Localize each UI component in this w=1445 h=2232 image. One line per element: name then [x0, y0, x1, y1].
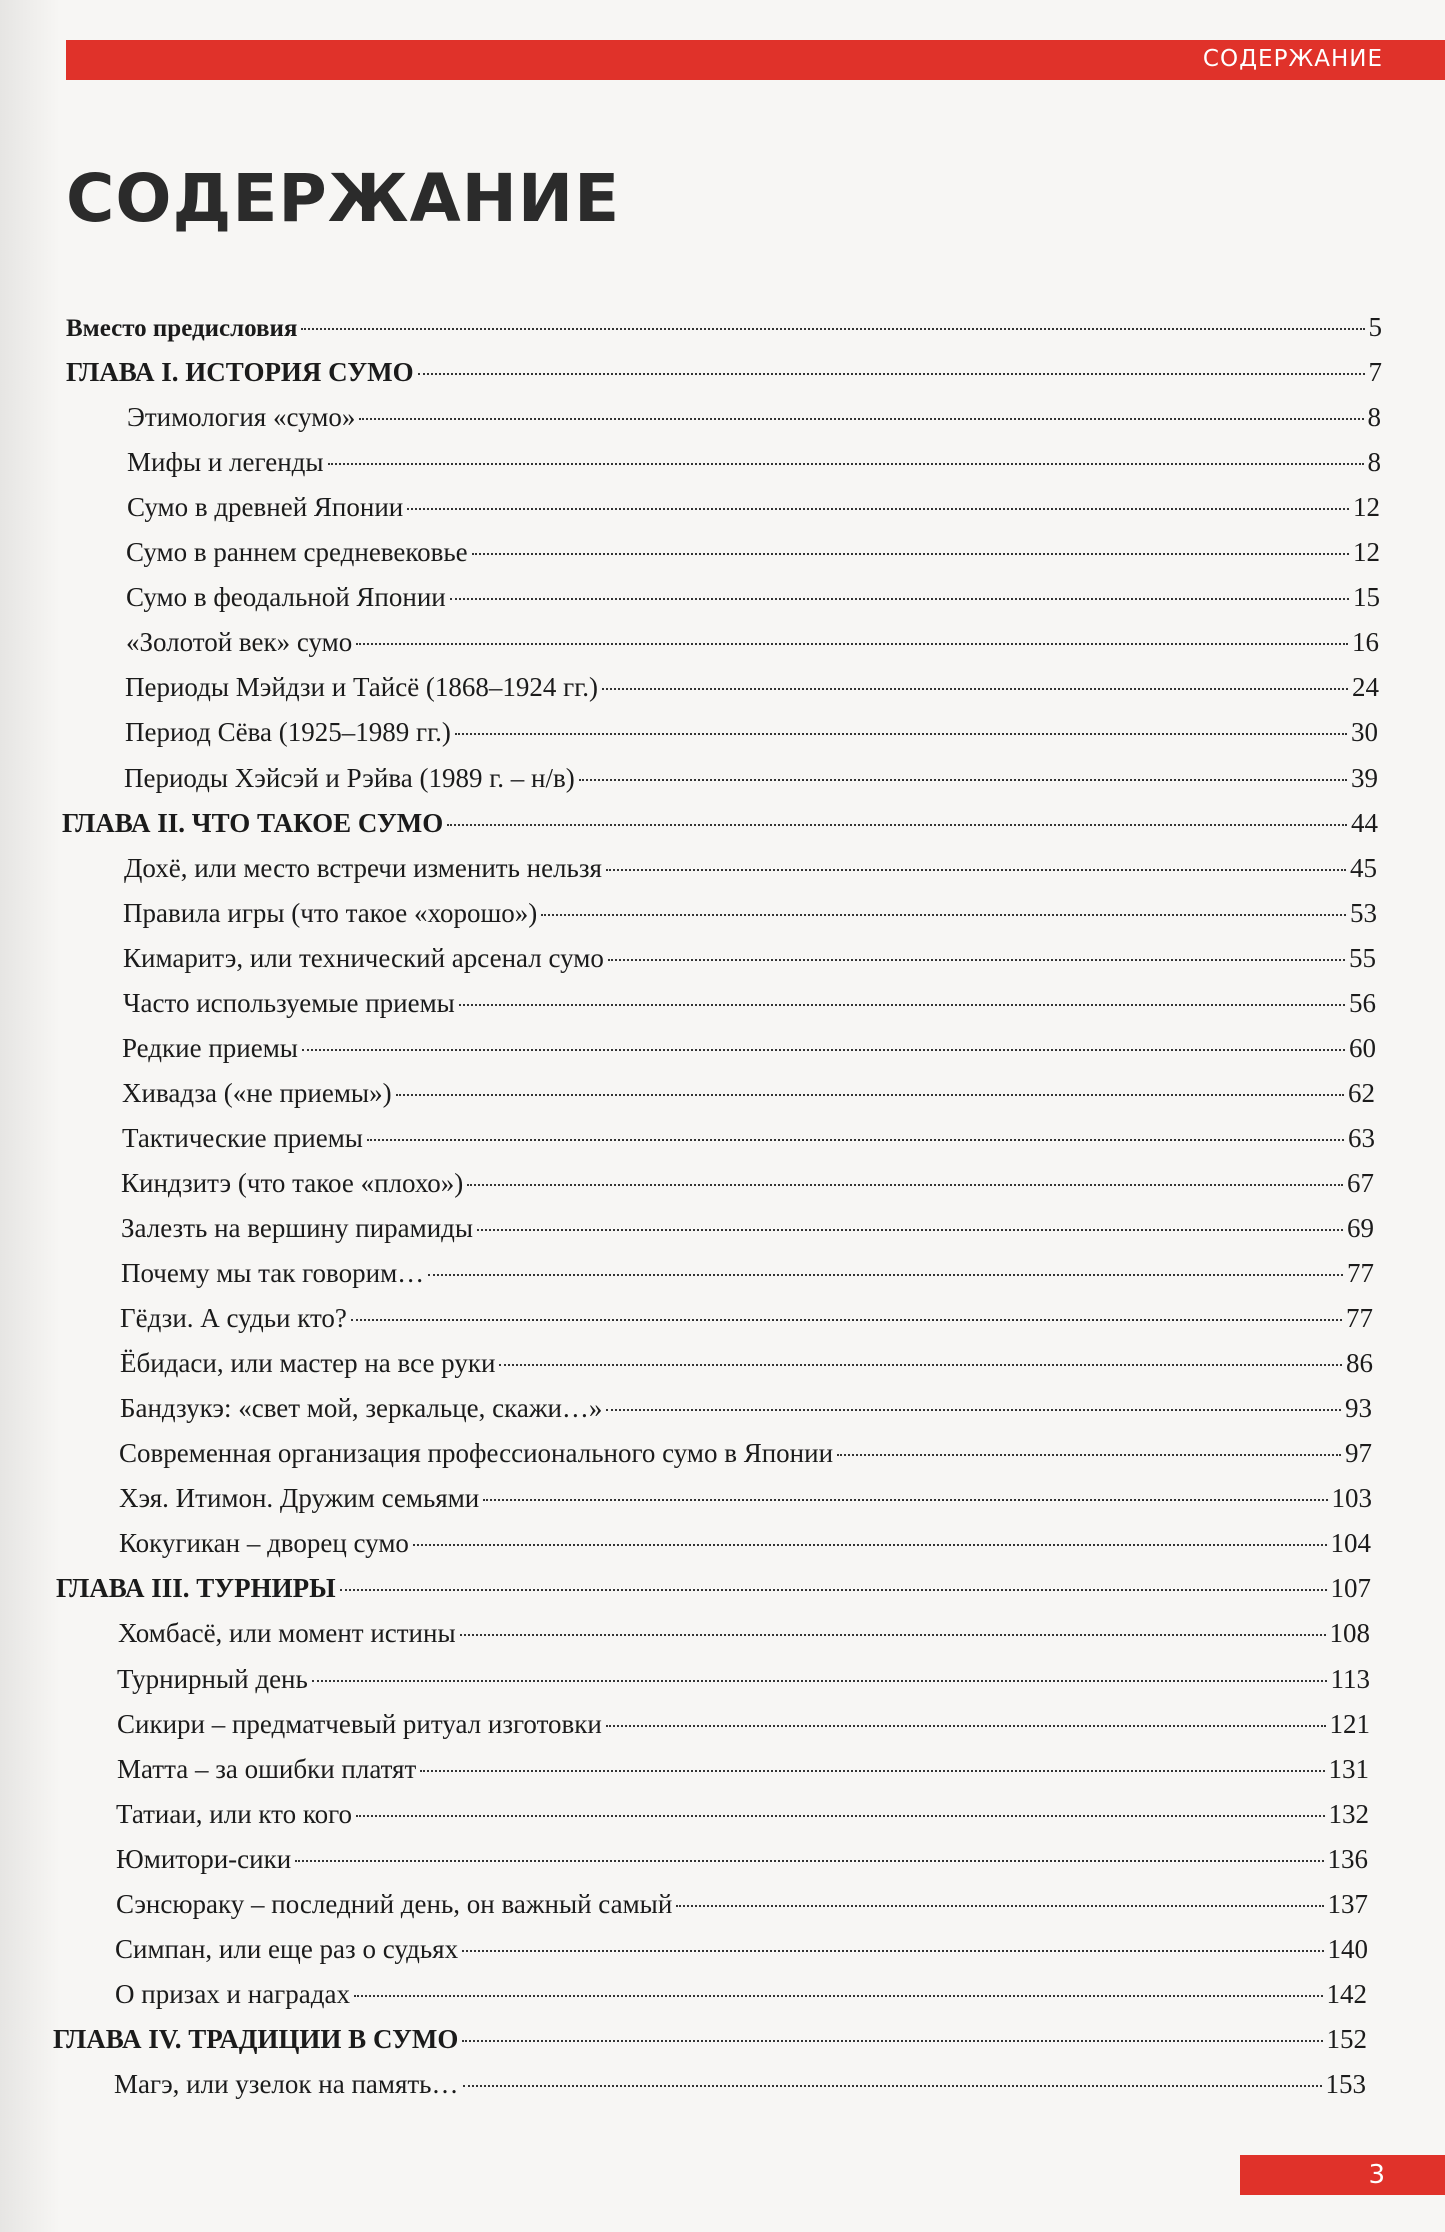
toc-entry	[0, 1033, 1445, 1077]
toc-entry-title: Кимаритэ, или технический арсенал сумо	[123, 942, 604, 973]
toc-entry	[0, 763, 1445, 807]
dot-leader	[472, 553, 1349, 555]
page-number: 3	[1368, 2160, 1385, 2190]
toc-entry-page: 67	[1347, 1167, 1374, 1198]
toc-entry-page: 108	[1329, 1618, 1370, 1649]
toc-entry	[0, 1528, 1445, 1572]
toc-entry-page: 63	[1348, 1122, 1375, 1153]
toc-entry-title: ГЛАВА IV. ТРАДИЦИИ В СУМО	[53, 2023, 459, 2054]
toc-entry-page: 56	[1349, 987, 1376, 1018]
toc-entry-page: 152	[1326, 2023, 1367, 2054]
toc-entry-page: 77	[1346, 1303, 1373, 1334]
header-bar	[66, 40, 1445, 80]
dot-leader	[477, 1229, 1343, 1231]
dot-leader	[606, 1409, 1341, 1411]
toc-entry	[0, 2069, 1445, 2113]
toc-entry-page: 136	[1327, 1843, 1368, 1874]
toc-chapter-entry	[0, 1573, 1445, 1617]
toc-entry-page: 5	[1368, 312, 1382, 342]
toc-entry-page: 137	[1327, 1888, 1368, 1919]
toc-entry-title: Период Сёва (1925–1989 гг.)	[125, 717, 451, 748]
toc-entry-page: 45	[1350, 852, 1377, 883]
dot-leader	[312, 1680, 1327, 1682]
toc-entry-title: Ёбидаси, или мастер на все руки	[120, 1348, 496, 1379]
toc-entry	[0, 1213, 1445, 1257]
dot-leader	[354, 1995, 1323, 1997]
dot-leader	[351, 1319, 1342, 1321]
toc-entry	[0, 492, 1445, 536]
dot-leader	[356, 643, 1348, 645]
toc-entry	[0, 1979, 1445, 2023]
dot-leader	[455, 733, 1347, 735]
dot-leader	[340, 1589, 1327, 1591]
toc-entry-page: 153	[1325, 2068, 1366, 2099]
toc-entry-title: Периоды Хэйсэй и Рэйва (1989 г. – н/в)	[124, 762, 575, 793]
toc-chapter-entry	[0, 357, 1445, 401]
toc-entry-page: 12	[1353, 537, 1380, 568]
toc-entry	[0, 402, 1445, 446]
toc-entry-title: Правила игры (что такое «хорошо»)	[123, 897, 538, 928]
toc-entry-title: Залезть на вершину пирамиды	[121, 1213, 474, 1243]
toc-entry-page: 44	[1351, 807, 1378, 838]
toc-entry-title: Хэя. Итимон. Дружим семьями	[119, 1483, 480, 1514]
toc-chapter-entry	[0, 808, 1445, 852]
dot-leader	[463, 2085, 1322, 2087]
toc-entry-page: 113	[1330, 1663, 1370, 1694]
dot-leader	[460, 1634, 1326, 1636]
toc-entry-title: Юмитори-сики	[116, 1843, 292, 1874]
dot-leader	[606, 869, 1346, 871]
toc-entry-title: Татиаи, или кто кого	[116, 1798, 353, 1829]
toc-entry	[0, 853, 1445, 897]
dot-leader	[676, 1905, 1323, 1907]
dot-leader	[328, 463, 1364, 465]
toc-entry	[0, 1168, 1445, 1212]
dot-leader	[420, 1770, 1324, 1772]
toc-entry	[0, 582, 1445, 626]
toc-entry	[0, 312, 1445, 356]
toc-entry-page: 131	[1328, 1753, 1369, 1784]
dot-leader	[459, 1004, 1345, 1006]
page-title: СОДЕРЖАНИЕ	[66, 160, 621, 237]
toc-entry-title: Бандзукэ: «свет мой, зеркальце, скажи…»	[120, 1393, 603, 1424]
dot-leader	[608, 959, 1345, 961]
toc-entry-page: 93	[1345, 1393, 1372, 1424]
toc-entry-page: 97	[1345, 1438, 1372, 1469]
toc-entry-title: Симпан, или еще раз о судьях	[115, 1933, 459, 1964]
toc-entry-page: 77	[1347, 1258, 1374, 1289]
toc-entry-title: Периоды Мэйдзи и Тайсё (1868–1924 гг.)	[125, 672, 599, 703]
toc-entry-title: Сумо в раннем средневековье	[126, 537, 468, 568]
toc-entry-title: Вместо предисловия	[66, 315, 298, 342]
dot-leader	[602, 688, 1348, 690]
toc-entry-page: 121	[1329, 1708, 1370, 1739]
toc-entry	[0, 898, 1445, 942]
toc-entry-page: 53	[1350, 897, 1377, 928]
toc-entry-page: 62	[1348, 1077, 1375, 1108]
toc-entry-page: 39	[1351, 762, 1378, 793]
toc-entry	[0, 1258, 1445, 1302]
toc-entry-page: 60	[1349, 1032, 1376, 1063]
toc-entry-title: Магэ, или узелок на память…	[114, 2068, 459, 2099]
toc-entry-title: Гёдзи. А судьи кто?	[120, 1303, 347, 1334]
toc-entry-page: 103	[1331, 1483, 1372, 1514]
toc-entry-title: Кокугикан – дворец сумо	[119, 1528, 409, 1559]
toc-entry	[0, 1618, 1445, 1662]
toc-entry	[0, 1754, 1445, 1798]
dot-leader	[579, 779, 1347, 781]
toc-entry-page: 86	[1346, 1348, 1373, 1379]
toc-entry-page: 8	[1367, 447, 1381, 478]
toc-entry-title: Хомбасё, или момент истины	[118, 1618, 456, 1649]
dot-leader	[359, 418, 1363, 420]
toc-entry	[0, 1844, 1445, 1888]
dot-leader	[295, 1860, 1323, 1862]
toc-entry-page: 8	[1367, 402, 1381, 433]
toc-entry-page: 69	[1347, 1213, 1374, 1243]
toc-entry-title: Редкие приемы	[122, 1032, 298, 1063]
dot-leader	[356, 1815, 1324, 1817]
toc-entry	[0, 1799, 1445, 1843]
toc-entry	[0, 1664, 1445, 1708]
toc-entry-page: 107	[1330, 1573, 1371, 1604]
toc-entry-title: «Золотой век» сумо	[126, 627, 353, 658]
toc-entry-page: 16	[1352, 627, 1379, 658]
toc-entry	[0, 1709, 1445, 1753]
toc-entry-title: Дохё, или место встречи изменить нельзя	[124, 852, 602, 883]
dot-leader	[302, 1049, 1345, 1051]
dot-leader	[447, 824, 1347, 826]
toc-entry	[0, 1438, 1445, 1482]
toc-entry-title: ГЛАВА II. ЧТО ТАКОЕ СУМО	[62, 807, 444, 838]
toc-entry	[0, 1348, 1445, 1392]
toc-entry-page: 140	[1327, 1933, 1368, 1964]
toc-entry-page: 7	[1368, 357, 1382, 388]
header-section-title: СОДЕРЖАНИЕ	[1202, 46, 1383, 72]
toc-entry-page: 15	[1353, 582, 1380, 613]
toc-entry-title: О призах и наградах	[115, 1978, 350, 2009]
toc-entry-title: Этимология «сумо»	[127, 402, 356, 433]
toc-entry-title: Сумо в феодальной Японии	[126, 582, 446, 613]
toc-entry	[0, 672, 1445, 716]
toc-chapter-entry	[0, 2024, 1445, 2068]
toc-entry-page: 142	[1326, 1978, 1367, 2009]
dot-leader	[462, 1950, 1323, 1952]
toc-entry	[0, 1123, 1445, 1167]
dot-leader	[418, 373, 1365, 375]
toc-entry-title: Сумо в древней Японии	[127, 492, 404, 523]
toc-entry	[0, 1078, 1445, 1122]
dot-leader	[483, 1499, 1327, 1501]
dot-leader	[499, 1364, 1342, 1366]
dot-leader	[606, 1725, 1326, 1727]
toc-entry	[0, 447, 1445, 491]
toc-entry-page: 55	[1349, 942, 1376, 973]
toc-entry-title: ГЛАВА I. ИСТОРИЯ СУМО	[66, 357, 414, 388]
toc-entry	[0, 1393, 1445, 1437]
toc-entry-page: 30	[1351, 717, 1378, 748]
toc-entry-page: 12	[1353, 492, 1380, 523]
toc-entry-page: 132	[1328, 1798, 1369, 1829]
toc-entry	[0, 988, 1445, 1032]
toc-entry-title: Киндзитэ (что такое «плохо»)	[121, 1167, 464, 1198]
toc-entry-title: Сикири – предматчевый ритуал изготовки	[117, 1708, 602, 1739]
dot-leader	[541, 914, 1346, 916]
toc-entry-page: 24	[1352, 672, 1379, 703]
toc-entry	[0, 537, 1445, 581]
toc-entry-page: 104	[1330, 1528, 1371, 1559]
dot-leader	[837, 1454, 1341, 1456]
toc-entry-title: Современная организация профессионального сумо в Японии	[119, 1438, 834, 1469]
dot-leader	[407, 508, 1349, 510]
toc-entry-title: ГЛАВА III. ТУРНИРЫ	[56, 1573, 336, 1604]
toc-entry-title: Почему мы так говорим…	[121, 1258, 425, 1289]
dot-leader	[428, 1274, 1343, 1276]
dot-leader	[467, 1184, 1343, 1186]
dot-leader	[450, 598, 1349, 600]
dot-leader	[367, 1139, 1344, 1141]
dot-leader	[413, 1544, 1327, 1546]
toc-entry	[0, 1303, 1445, 1347]
toc-entry	[0, 1483, 1445, 1527]
toc-entry-title: Тактические приемы	[122, 1122, 363, 1153]
toc-entry	[0, 1889, 1445, 1933]
toc-entry-title: Сэнсюраку – последний день, он важный самый	[116, 1888, 673, 1919]
toc-entry-title: Турнирный день	[117, 1663, 308, 1694]
toc-entry	[0, 1934, 1445, 1978]
dot-leader	[396, 1094, 1344, 1096]
footer-bar	[1240, 2155, 1445, 2195]
toc-entry	[0, 717, 1445, 761]
toc-entry-title: Мифы и легенды	[127, 447, 324, 478]
toc-entry-title: Хивадза («не приемы»)	[122, 1077, 392, 1108]
toc-entry	[0, 627, 1445, 671]
toc-entry-title: Часто используемые приемы	[123, 987, 455, 1018]
toc-entry	[0, 943, 1445, 987]
dot-leader	[301, 328, 1364, 330]
toc-entry-title: Матта – за ошибки платят	[117, 1753, 417, 1784]
dot-leader	[462, 2040, 1322, 2042]
